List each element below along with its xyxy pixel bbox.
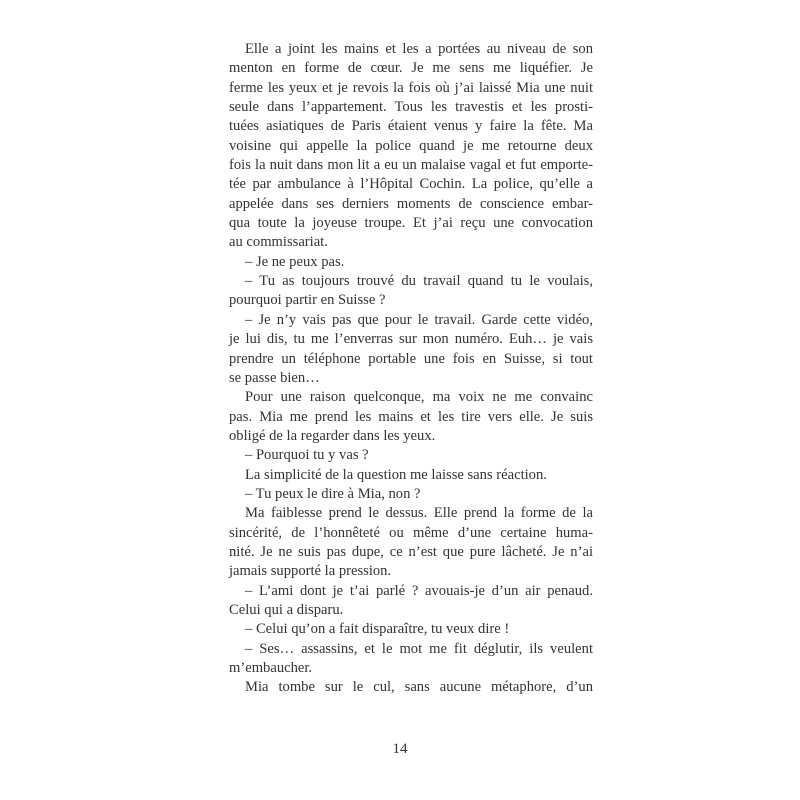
text-line: tuées asiatiques de Paris étaient venus y faire la fête. Ma (229, 118, 593, 135)
text-line: Pour une raison quelconque, ma voix ne me convainc (245, 389, 593, 406)
text-line: menton en forme de cœur. Je me sens me liquéfier. Je (229, 60, 593, 77)
page-number: 14 (392, 741, 408, 757)
text-line: prendre un téléphone portable une fois en Suisse, si tout (229, 350, 593, 367)
page-body (229, 40, 593, 698)
text-line: Celui qui a disparu. (229, 601, 344, 618)
text-line: m’embaucher. (229, 660, 313, 676)
text-line: obligé de la regarder dans les yeux. (229, 427, 436, 444)
text-line: – Je ne peux pas. (245, 253, 345, 270)
text-line: pourquoi partir en Suisse ? (229, 292, 386, 309)
text-line: seule dans l’appartement. Tous les travestis et les prosti- (229, 99, 593, 116)
text-line: – Ses… assassins, et le mot me fit déglutir, ils veulent (245, 640, 593, 657)
text-line: jamais supporté la pression. (229, 563, 392, 580)
text-line: se passe bien… (229, 369, 320, 386)
text-line: au commissariat. (229, 234, 328, 251)
text-line: La simplicité de la question me laisse sans réaction. (245, 466, 547, 483)
text-line: je lui dis, tu me l’enverras sur mon numéro. Euh… je vais (229, 331, 593, 348)
text-line: – Celui qu’on a fait disparaître, tu veux dire ! (245, 621, 510, 638)
text-line: pas. Mia me prend les mains et les tire vers elle. Je suis (229, 408, 593, 425)
text-line: appelée dans ses derniers moments de conscience embar- (229, 195, 593, 212)
text-line: sincérité, de l’honnêteté ou même d’une certaine huma- (229, 524, 593, 541)
text-line: – L’ami dont je t’ai parlé ? avouais-je d’un air penaud. (245, 582, 593, 599)
text-line: tée par ambulance à l’Hôpital Cochin. La police, qu’elle a (229, 176, 593, 193)
text-line: Mia tombe sur le cul, sans aucune métaphore, d’un (245, 679, 593, 696)
text-line: fois la nuit dans mon lit a eu un malaise vagal et fut emporte- (229, 157, 593, 174)
text-line: qua toute la joyeuse troupe. Et j’ai reçu une convocation (229, 215, 593, 232)
text-line: – Tu peux le dire à Mia, non ? (245, 485, 421, 502)
text-line: – Je n’y vais pas que pour le travail. Garde cette vidéo, (245, 311, 593, 328)
text-line: Ma faiblesse prend le dessus. Elle prend la forme de la (245, 505, 593, 522)
text-line: – Tu as toujours trouvé du travail quand tu le voulais, (245, 273, 593, 290)
text-line: nité. Je ne suis pas dupe, ce n’est que pure lâcheté. Je n’ai (229, 543, 593, 560)
text-line: Elle a joint les mains et les a portées au niveau de son (245, 41, 593, 57)
text-line: – Pourquoi tu y vas ? (245, 447, 369, 464)
text-line: ferme les yeux et je revois la fois où j’ai laissé Mia une nuit (229, 79, 593, 96)
text-line: voisine qui appelle la police quand je me retourne deux (229, 137, 593, 154)
